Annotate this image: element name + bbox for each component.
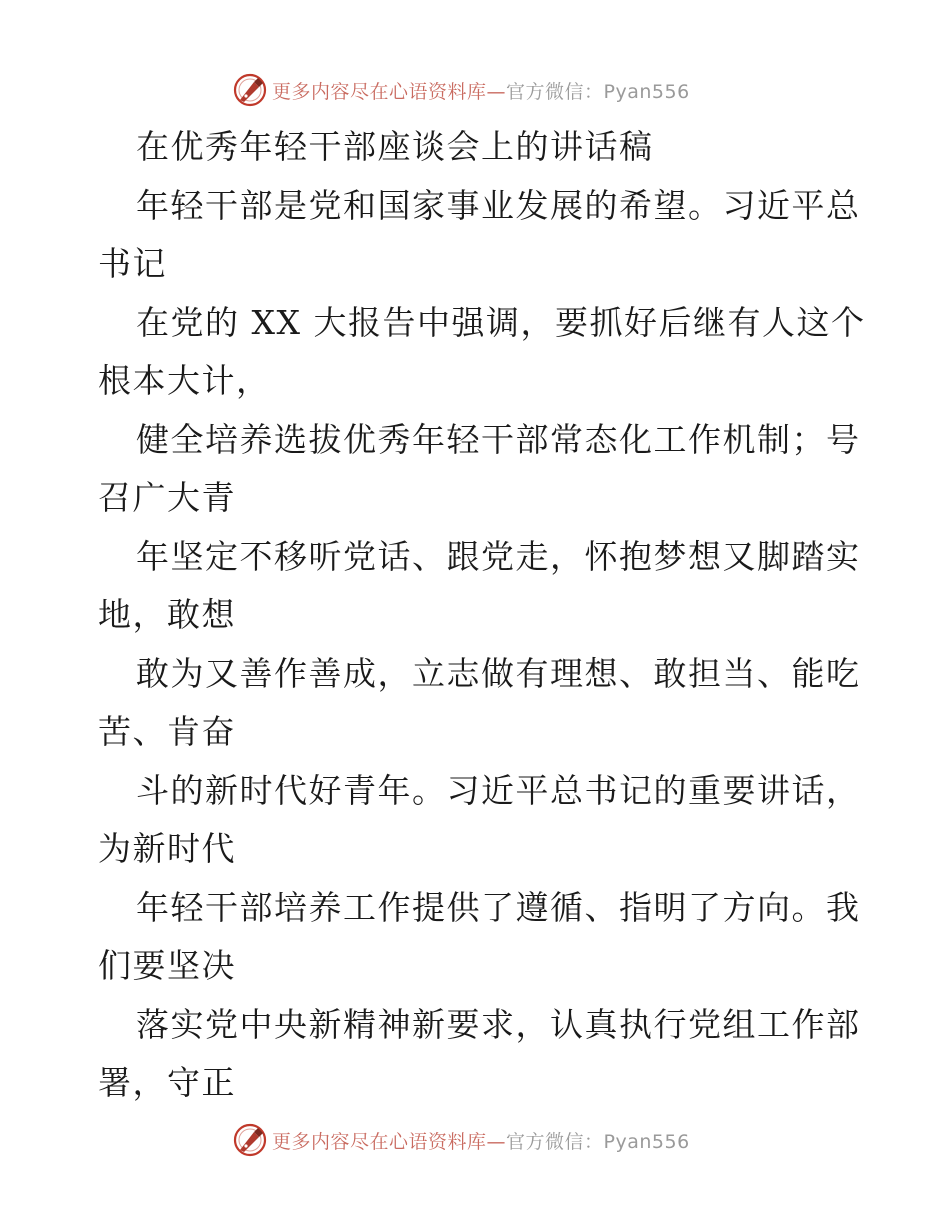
paragraph-line: 根本大计，: [98, 361, 271, 400]
paragraph-line: 署，守正: [98, 1063, 236, 1102]
footer-banner: [232, 1120, 690, 1160]
paragraph-line: 书记: [98, 244, 167, 283]
paragraph-line: 地，敢想: [98, 595, 236, 634]
paragraph-line: 在党的 XX 大报告中强调，要抓好后继有人这个: [136, 302, 866, 342]
header-banner-text: [272, 77, 690, 104]
paragraph-line: 为新时代: [98, 829, 236, 868]
paragraph-line: 年轻干部培养工作提供了遵循、指明了方向。我: [136, 887, 861, 927]
document-body: [98, 118, 866, 1113]
paragraph-line: 年轻干部是党和国家事业发展的希望。习近平总: [136, 185, 861, 225]
paragraph-line: 健全培养选拔优秀年轻干部常态化工作机制；号: [136, 419, 861, 459]
paragraph-line: 召广大青: [98, 478, 236, 517]
footer-banner-main: 更多内容尽在心语资料库—: [272, 1130, 507, 1153]
paragraph-line: 苦、肯奋: [98, 712, 236, 751]
footer-banner-wechat: 官方微信：Pyan556: [506, 1130, 690, 1153]
pen-nib-logo-icon: [232, 72, 268, 108]
paragraph-line: 年坚定不移听党话、跟党走，怀抱梦想又脚踏实: [136, 536, 861, 576]
pen-nib-logo-icon: [232, 1122, 268, 1158]
paragraph-line: 斗的新时代好青年。习近平总书记的重要讲话，: [136, 770, 861, 810]
paragraph-line: 敢为又善作善成，立志做有理想、敢担当、能吃: [136, 653, 861, 693]
header-banner-main: 更多内容尽在心语资料库—: [272, 80, 507, 103]
document-title: 在优秀年轻干部座谈会上的讲话稿: [136, 127, 654, 166]
header-banner-wechat: 官方微信：Pyan556: [506, 80, 690, 103]
footer-banner-text: [272, 1127, 690, 1154]
paragraph-line: 落实党中央新精神新要求，认真执行党组工作部: [136, 1004, 861, 1044]
paragraph-line: 们要坚决: [98, 946, 236, 985]
header-banner: [232, 70, 690, 110]
